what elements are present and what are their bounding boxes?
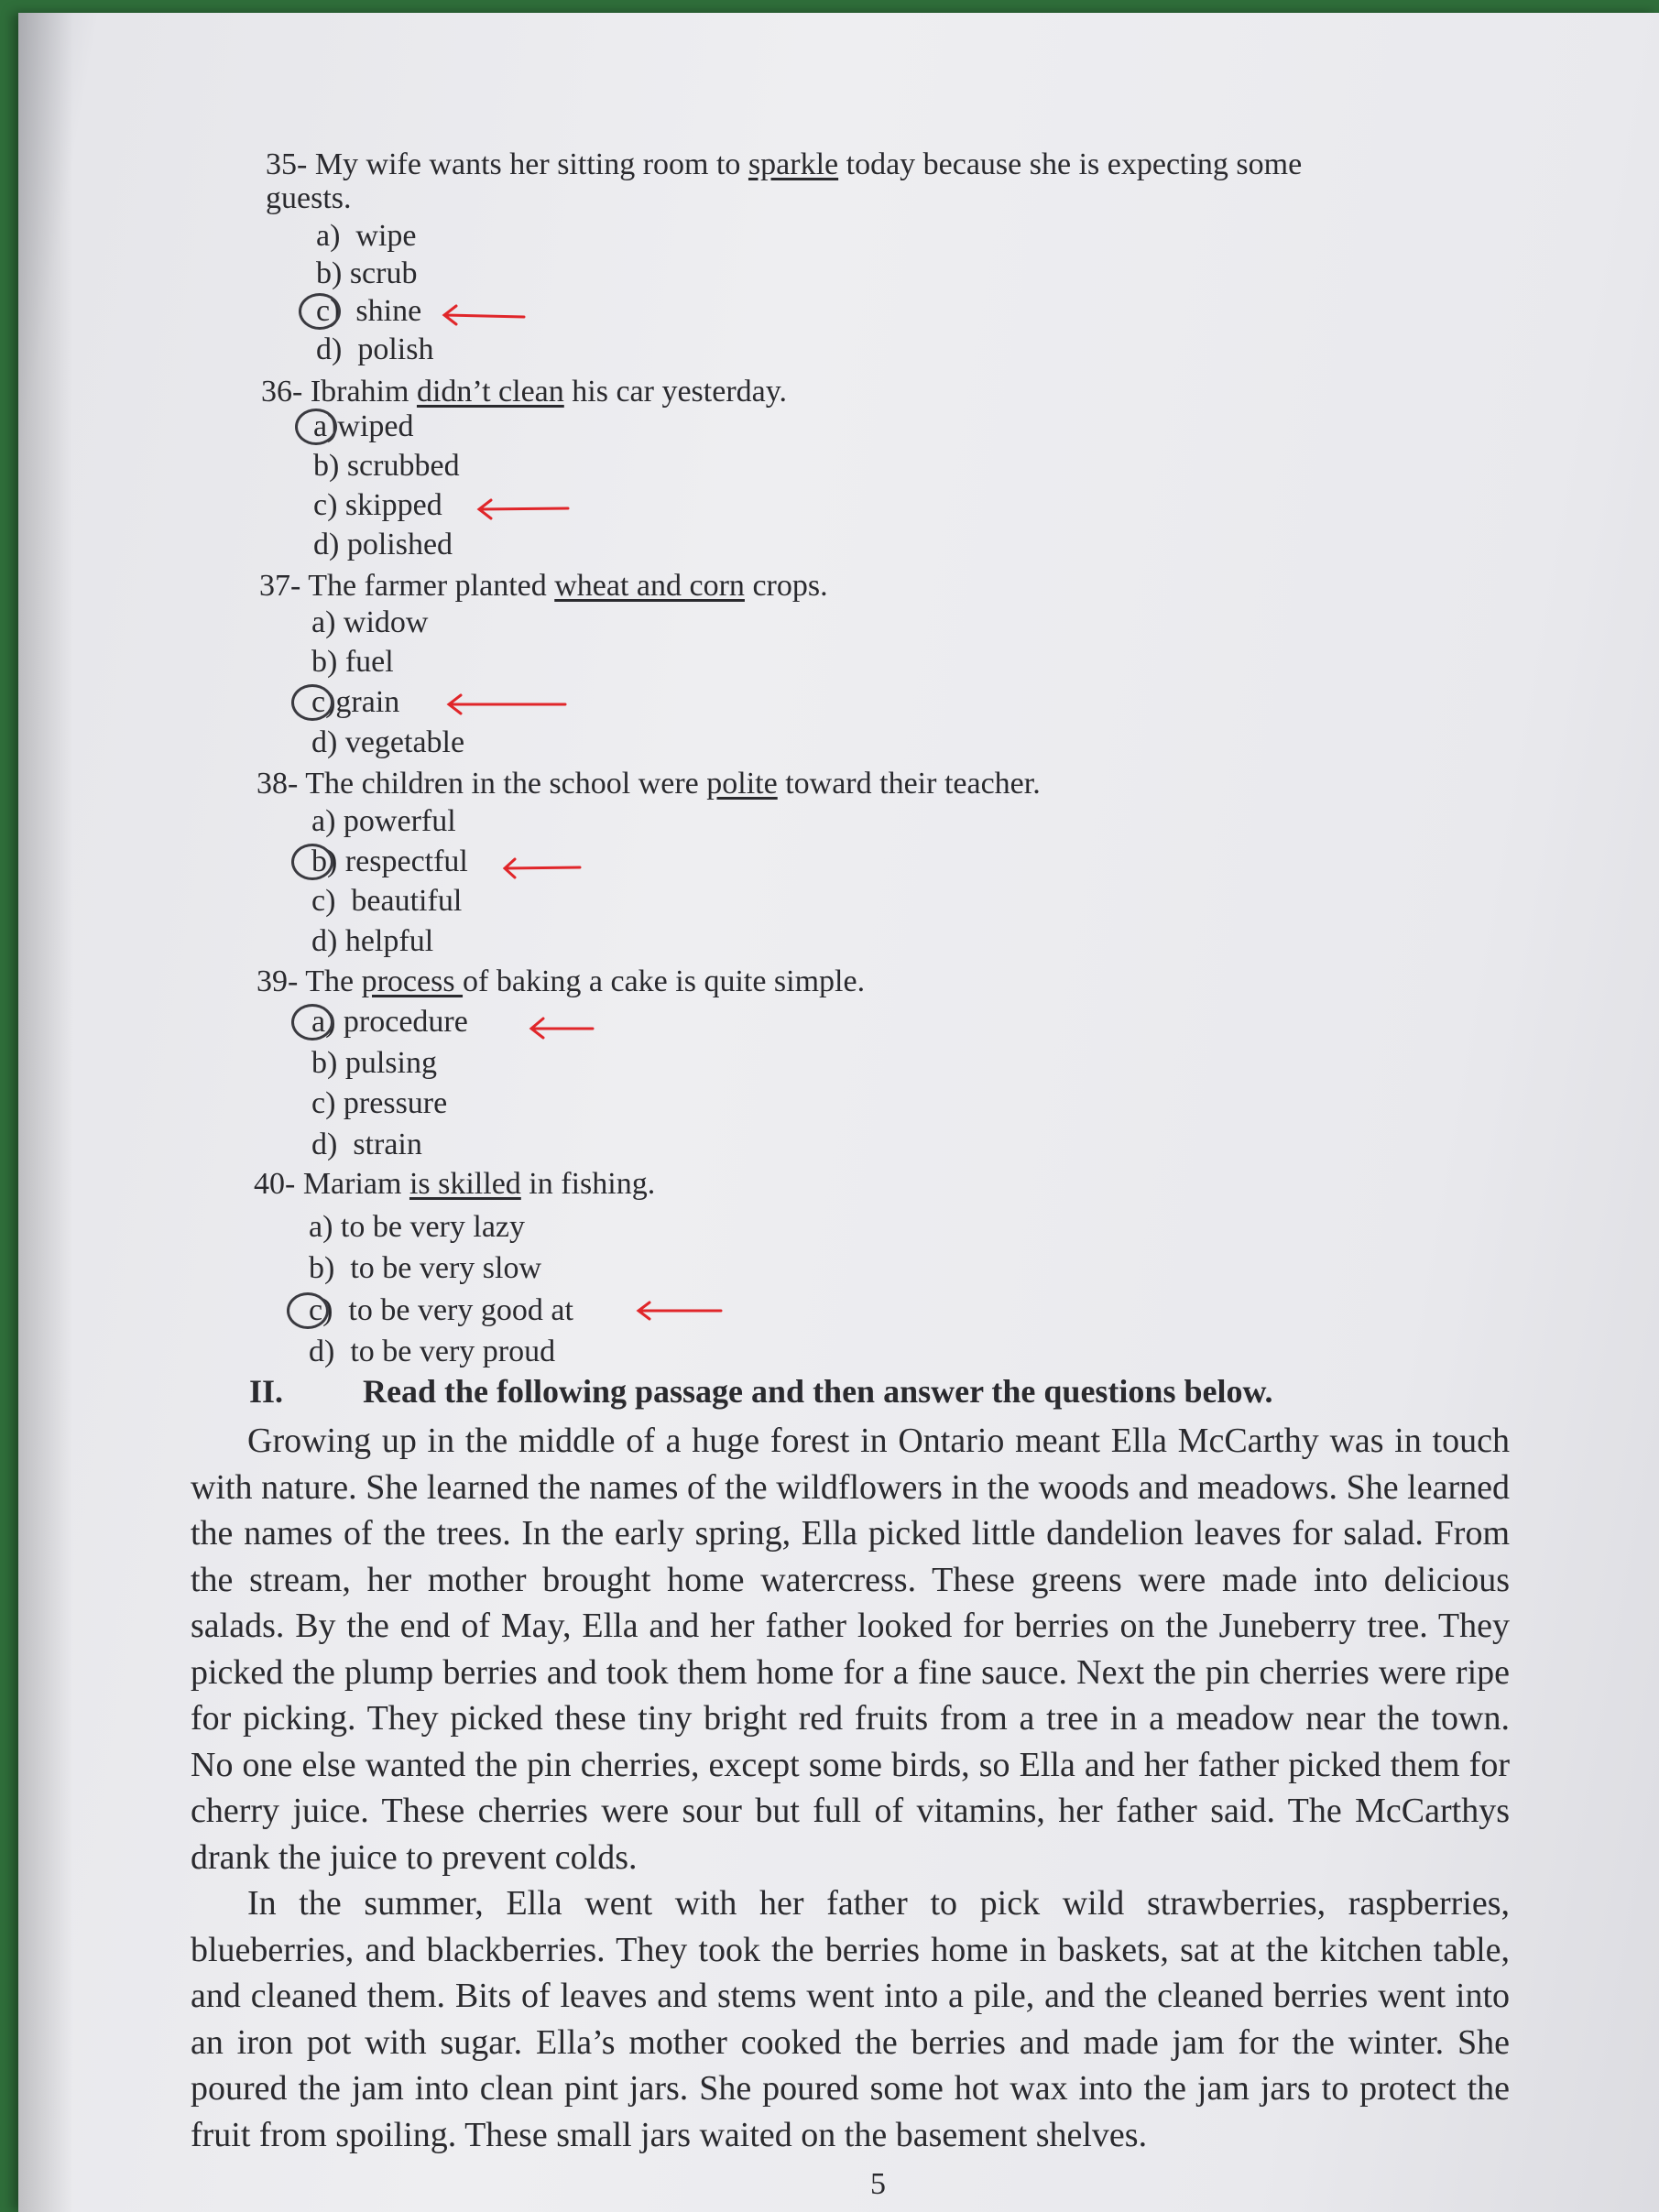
- option-39-c: c) pressure: [311, 1086, 448, 1120]
- red-arrow-icon: [634, 1297, 724, 1324]
- option-40-c: c) to be very good at: [309, 1293, 573, 1327]
- red-arrow-icon: [500, 854, 583, 881]
- option-39-a: a) procedure: [311, 1005, 468, 1039]
- question-40-stem: 40- Mariam is skilled in fishing.: [254, 1167, 656, 1201]
- option-36-d: d) polished: [313, 528, 453, 561]
- answer-circle-38: [291, 844, 333, 880]
- reading-passage: [191, 1418, 1510, 2158]
- answer-circle-37: [291, 684, 333, 721]
- option-40-b: b) to be very slow: [309, 1251, 542, 1285]
- question-35-stem-continued: guests.: [266, 181, 352, 215]
- red-arrow-icon: [527, 1013, 595, 1041]
- red-arrow-icon: [444, 691, 568, 718]
- red-arrow-icon: [475, 495, 571, 522]
- passage-paragraph: In the summer, Ella went with her father to pick wild strawberries, raspberries, blueberries, and blackberries. They took the berries home in baskets, sat at the kitchen table, and cleaned them. Bits of leaves and stems went into a pile, and the cleaned berries went into an iron pot with sugar. Ella’s mother cooked the berries and made jam for the winter. She poured the jam into clean pint jars. She poured some hot wax into the jam jars to protect the fruit from spoiling. These small jars waited on the basement shelves.: [191, 1884, 1510, 2154]
- question-38-stem: 38- The children in the school were polite toward their teacher.: [256, 767, 1041, 801]
- option-38-c: c) beautiful: [311, 884, 463, 918]
- page-number: 5: [870, 2167, 886, 2201]
- option-37-d: d) vegetable: [311, 725, 465, 759]
- page-fold-shadow: [18, 13, 73, 2212]
- answer-circle-36: [295, 409, 337, 445]
- option-36-b: b) scrubbed: [313, 449, 460, 483]
- option-35-b: b) scrub: [316, 256, 418, 290]
- option-40-d: d) to be very proud: [309, 1335, 556, 1368]
- option-39-b: b) pulsing: [311, 1046, 437, 1080]
- option-35-d: d) polish: [316, 332, 434, 366]
- option-38-a: a) powerful: [311, 804, 456, 838]
- red-arrow-icon: [440, 300, 527, 328]
- section-heading: II. Read the following passage and then answer the questions below.: [249, 1373, 1273, 1410]
- option-38-b: b) respectful: [311, 844, 468, 878]
- answer-circle-35: [299, 293, 341, 330]
- question-37-stem: 37- The farmer planted wheat and corn crops.: [259, 569, 828, 603]
- answer-circle-40: [287, 1292, 329, 1329]
- option-36-a: a)wiped: [313, 409, 414, 443]
- option-37-b: b) fuel: [311, 645, 394, 679]
- question-35-stem: 35- My wife wants her sitting room to sparkle today because she is expecting some: [266, 147, 1303, 181]
- option-35-c: c) shine: [316, 294, 422, 328]
- passage-paragraph: Growing up in the middle of a huge forest in Ontario meant Ella McCarthy was in touch with nature. She learned the names of the wildflowers in the woods and meadows. She learned the names of the trees. In the early spring, Ella picked little dandelion leaves for salad. From the stream, her mother brought home watercress. These greens were made into delicious salads. By the end of May, Ella and her father looked for berries on the Juneberry tree. They picked the plump berries and took them home for a fine sauce. Next the pin cherries were ripe for picking. They picked these tiny bright red fruits from a tree in a meadow near the town. No one else wanted the pin cherries, except some birds, so Ella and her father picked them for cherry juice. These cherries were sour but full of vitamins, her father said. The McCarthys drank the juice to prevent colds.: [191, 1422, 1510, 1877]
- option-39-d: d) strain: [311, 1128, 422, 1161]
- option-37-c: c)grain: [311, 685, 400, 719]
- question-36-stem: 36- Ibrahim didn’t clean his car yesterday.: [261, 375, 788, 409]
- option-38-d: d) helpful: [311, 924, 434, 958]
- option-36-c: c) skipped: [313, 488, 442, 522]
- option-40-a: a) to be very lazy: [309, 1210, 525, 1244]
- question-39-stem: 39- The process of baking a cake is quite simple.: [256, 964, 866, 998]
- option-37-a: a) widow: [311, 605, 429, 639]
- answer-circle-39: [291, 1004, 333, 1041]
- option-35-a: a) wipe: [316, 219, 417, 253]
